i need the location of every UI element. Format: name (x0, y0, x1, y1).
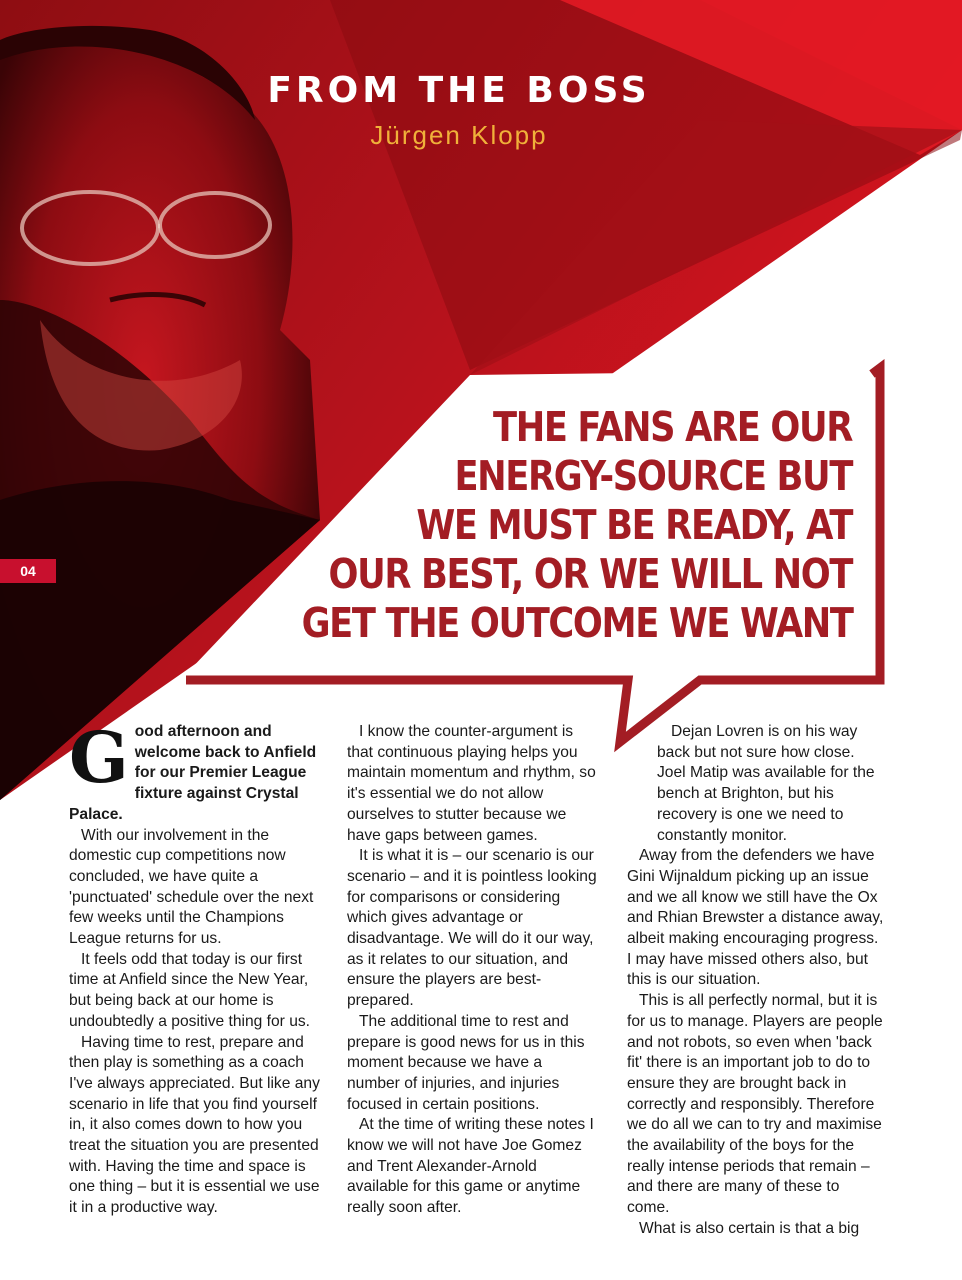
paragraph: The additional time to rest and prepare is good news for us in this moment because we have a number of injuries, and injuries focused in certain positions. (347, 1012, 585, 1113)
paragraph: With our involvement in the domestic cup competitions now concluded, we have quite a 'punctuated' schedule over the next few weeks until the Champions League returns for us. (69, 826, 314, 948)
paragraph: At the time of writing these notes I know we will not have Joe Gomez and Trent Alexander-Arnold available for this game or anytime really soon after. (347, 1116, 594, 1217)
paragraph: I know the counter-argument is that continuous playing helps you maintain momentum and rhythm, so it's essential we do not allow ourselves to stutter because we have gaps between games. (347, 723, 596, 844)
paragraph: It feels odd that today is our first time at Anfield since the New Year, but being back at our home is undoubtedly a positive thing for us. (69, 950, 310, 1030)
pull-quote-line: WE MUST BE READY, AT (416, 501, 852, 549)
drop-cap: G (69, 716, 129, 799)
paragraph: What is also certain is that a big (639, 1219, 860, 1237)
article-column-3 (627, 722, 885, 1240)
paragraph: Away from the defenders we have Gini Wijnaldum picking up an issue and we all know we still have the Ox and Rhian Brewster a distance away, albeit making encouraging progress. I may have missed others also, but this is our situation. (627, 847, 884, 989)
article-column-2 (347, 722, 599, 1219)
pull-quote-line: THE FANS ARE OUR (493, 403, 852, 451)
paragraph: Dejan Lovren is on his way back but not sure how close. Joel Matip was available for the bench at Brighton, but his recovery is one we need to constantly monitor. (657, 723, 875, 844)
paragraph: This is all perfectly normal, but it is for us to manage. Players are people and not robots, so even when 'back fit' there is an important job to do to ensure they are brought back in correctly and responsibly. Therefore we do all we can to try and maximise the availability of the boys for the really intense periods that remain – and there are many of these to come. (627, 992, 883, 1217)
paragraph: Having time to rest, prepare and then play is something as a coach I've always appreciated. But like any scenario in life that you find yourself in, it also comes down to how you treat the situation you are presented with. Having the time and space is one thing – but it is essential we use it in a productive way. (69, 1033, 320, 1217)
pull-quote-line: OUR BEST, OR WE WILL NOT (328, 550, 853, 598)
section-kicker: FROM THE BOSS (267, 70, 651, 111)
author-byline: Jürgen Klopp (370, 120, 548, 150)
pull-quote (302, 403, 852, 648)
paragraph: It is what it is – our scenario is our scenario – and it is pointless looking for comparisons or considering which gives advantage or disadvantage. We will do it our way, as it relates to our situation, and ensure the players are best-prepared. (347, 847, 597, 1010)
article-column-1 (69, 716, 323, 1219)
page-number-badge: 04 (0, 559, 56, 583)
article-lead: ood afternoon and welcome back to Anfield for our Premier League fixture against Crystal Palace. (69, 723, 317, 823)
pull-quote-line: GET THE OUTCOME WE WANT (301, 599, 853, 647)
pull-quote-line: ENERGY-SOURCE BUT (454, 452, 852, 500)
